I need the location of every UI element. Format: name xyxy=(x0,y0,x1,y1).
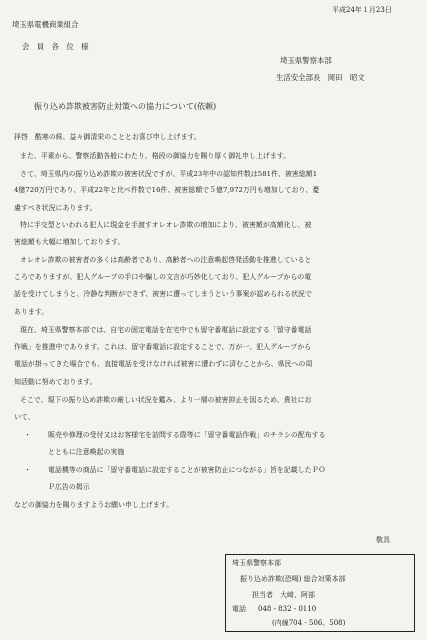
contact-org: 埼玉県警察本部 xyxy=(232,559,281,567)
body-line: 話を受けてしまうと、冷静な判断ができず、被害に遭ってしまうという事案が認められる状況で xyxy=(14,290,312,298)
sender-name: 生活安全部長 岡田 昭文 xyxy=(276,73,365,82)
body-line: 現在、埼玉県警察本部では、自宅の固定電話を在宅中でも留守番電話に設定する「留守番電話 xyxy=(20,326,312,334)
body-line: オレオレ詐欺の被害者の多くは高齢者であり、高齢者への注意喚起啓発活動を推進していると xyxy=(20,256,312,264)
closing-keigu: 敬具 xyxy=(376,536,390,544)
contact-ext: (内線704 - 506、508) xyxy=(272,619,346,627)
bullet-icon: ・ xyxy=(24,431,31,439)
body-line: 慮すべき状況にあります。 xyxy=(14,204,97,212)
body-line: 知活動に努めております。 xyxy=(14,378,97,386)
request-item-cont: とともに注意喚起の実施 xyxy=(48,448,125,456)
request-item: 販売や修理の受付又はお客様宅を訪問する際等に「留守番電話作戦」のチラシの配布する xyxy=(48,431,326,439)
body-line: 4億720万円であり、平成22年と比べ件数で16件、被害総額で５億7,972万円も増加しており、憂 xyxy=(14,186,320,194)
closing-request: などの御協力を賜りますようお願い申し上げます。 xyxy=(14,501,174,509)
body-line: ころでありますが、犯人グループの手口や騙しの文言が巧妙化しており、犯人グループからの電 xyxy=(14,273,312,281)
request-item-cont: Ｐ広告の掲示 xyxy=(48,483,90,491)
body-line: いて、 xyxy=(14,413,35,421)
body-line: さて、埼玉県内の振り込め詐欺の被害状況ですが、平成23年中の認知件数は581件、被害総額1 xyxy=(20,170,318,178)
request-item: 電話機等の商品に「留守番電話に設定することが被害防止につながる」旨を記載したＰＯ xyxy=(48,466,326,474)
sender-org: 埼玉県警察本部 xyxy=(280,56,332,65)
bullet-icon: ・ xyxy=(24,466,31,474)
letter-date: 平成24年１月23日 xyxy=(332,6,392,14)
contact-phone: 048 - 832 - 0110 xyxy=(258,605,317,613)
body-line: あります。 xyxy=(14,308,49,316)
body-line: 拝啓 酷寒の候、益々御清栄のこととお喜び申し上げます。 xyxy=(14,133,201,141)
recipient-members: 会 員 各 位 様 xyxy=(22,42,89,51)
letter-title: 振り込め詐欺被害防止対策への協力について(依頼) xyxy=(34,102,217,111)
body-line: 害総額も大幅に増加しております。 xyxy=(14,238,125,246)
body-line: 特に手交型といわれる犯人に現金を手渡すオレオレ詐欺の増加により、被害額が高額化し、被 xyxy=(20,221,312,229)
body-line: 電話が掛ってきた場合でも、直接電話を受けなければ被害に遭わずに済むことから、県民への周 xyxy=(14,360,313,368)
contact-box xyxy=(225,554,415,632)
contact-dept: 振り込め詐欺(恐喝) 総合対策本部 xyxy=(240,575,346,583)
body-line: そこで、現下の振り込め詐欺の厳しい状況を鑑み、より一層の被害抑止を図るため、貴社にお xyxy=(20,396,312,404)
recipient-org: 埼玉県電機商業組合 xyxy=(12,20,79,29)
contact-person: 担当者 大﨑、阿部 xyxy=(252,591,315,599)
contact-phone-label: 電話 xyxy=(232,605,246,613)
body-line: また、平素から、警察活動各般にわたり、格段の御協力を賜り厚く御礼申し上げます。 xyxy=(20,152,291,160)
body-line: 作戦」を推進中であります。これは、留守番電話に設定することで、万が一、犯人グループから xyxy=(14,343,312,351)
